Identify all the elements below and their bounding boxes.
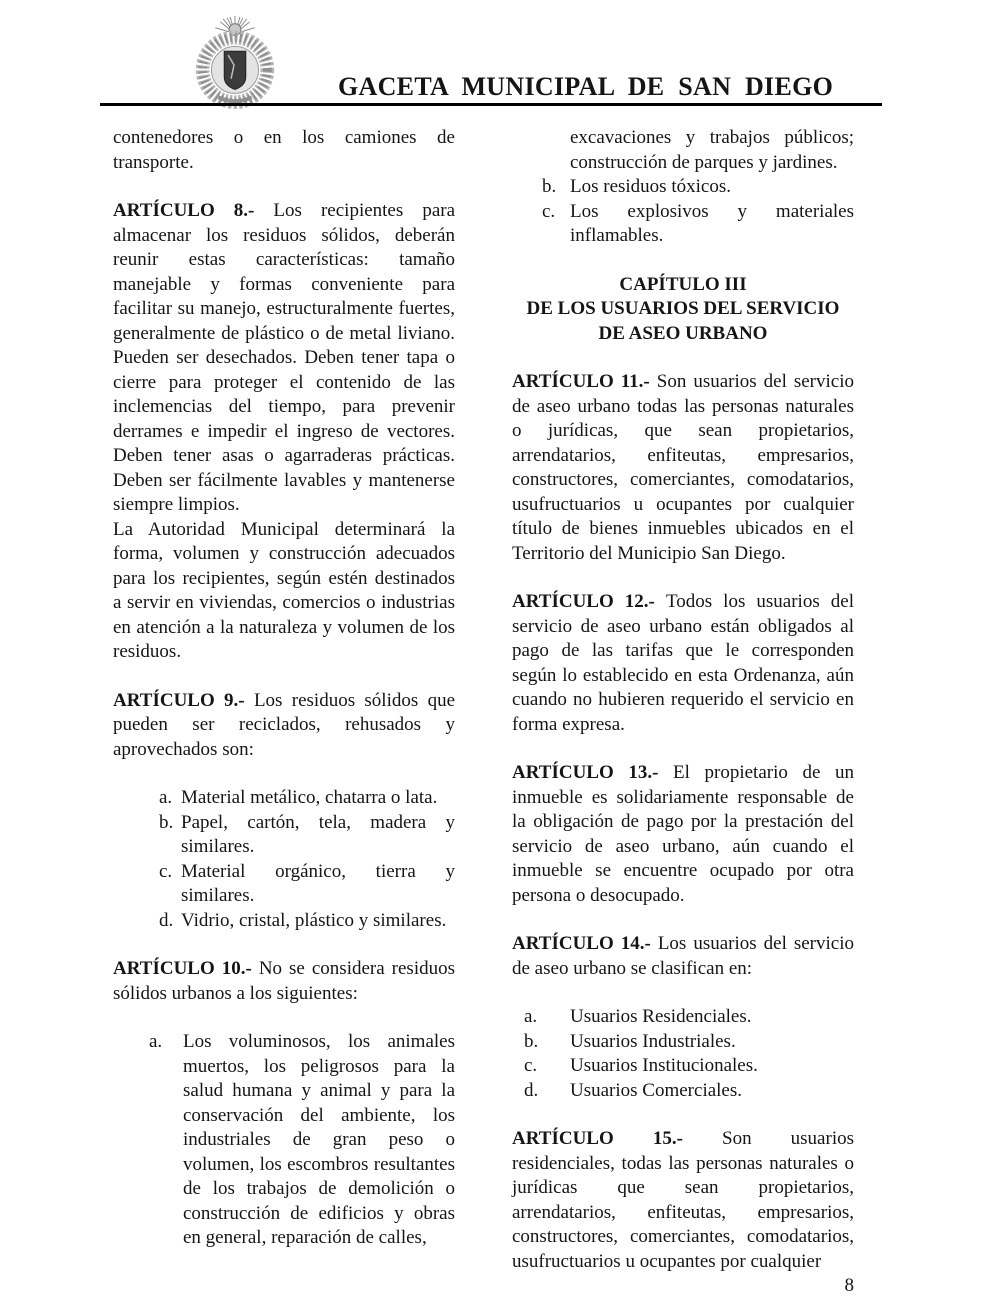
- list-item: [524, 1005, 854, 1030]
- document-body: [113, 126, 854, 1299]
- list-marker: b.: [159, 811, 174, 833]
- list-item: [524, 1030, 854, 1055]
- list-item-text: Los voluminosos, los animales muertos, los peligrosos para la salud humana y animal y para la conservación del ambiente, los industriales de gran peso o volumen, los escombros resultantes de los trabajos de demolición o construcción de edificios y obras en general, reparación de calles,: [183, 1031, 455, 1248]
- left-column: [113, 126, 455, 1299]
- list-marker: c.: [542, 200, 556, 222]
- list-item: [524, 1054, 854, 1079]
- paragraph-continuation: contenedores o en los camiones de transporte.: [113, 127, 455, 173]
- articulo-10: ARTÍCULO 10.- No se considera residuos sólidos urbanos a los siguientes:: [113, 958, 455, 1004]
- list-item-text: Usuarios Industriales.: [570, 1030, 736, 1052]
- list-item-text: Papel, cartón, tela, madera y similares.: [181, 811, 455, 857]
- articulo-9-list: [113, 786, 455, 933]
- list-marker: d.: [159, 909, 174, 931]
- list-item-text: Usuarios Residenciales.: [570, 1006, 752, 1027]
- list-item-text: Material orgánico, tierra y similares.: [181, 860, 455, 906]
- list-item-text: Los residuos tóxicos.: [570, 176, 731, 197]
- articulo-9: ARTÍCULO 9.- Los residuos sólidos que pueden ser reciclados, rehusados y aprovechados son:: [113, 689, 456, 760]
- article-label: ARTÍCULO 10.-: [113, 958, 259, 979]
- list-item-text: excavaciones y trabajos públicos; construcción de parques y jardines.: [570, 127, 854, 173]
- list-item-text: Material metálico, chatarra o lata.: [181, 787, 438, 808]
- list-item: [542, 175, 854, 200]
- municipal-seal-icon: [186, 14, 284, 112]
- list-marker: a.: [524, 1006, 538, 1027]
- list-item: [159, 786, 455, 811]
- article-label: ARTÍCULO 13.-: [512, 762, 674, 783]
- chapter-heading-line: CAPÍTULO III: [619, 273, 747, 295]
- list-marker: b.: [524, 1030, 539, 1052]
- page-title: GACETA MUNICIPAL DE SAN DIEGO: [338, 72, 834, 101]
- articulo-11: ARTÍCULO 11.- Son usuarios del servicio de aseo urbano todas las personas naturales o jurídicas, que sean propietarios, arrendatarios, enfiteutas, empresarios, constructores, comerciantes, comodatarios, usufructuarios u ocupantes por cualquier título de bienes inmuebles ubicados en el Territorio del Municipio San Diego.: [512, 371, 854, 564]
- list-marker: a.: [149, 1031, 163, 1052]
- capitulo-iii-heading: [512, 273, 854, 347]
- list-item-text: Usuarios Institucionales.: [570, 1055, 758, 1076]
- article-label: ARTÍCULO 12.-: [512, 591, 666, 612]
- list-item: [149, 1030, 455, 1251]
- right-column: [512, 126, 854, 1299]
- list-marker: c.: [524, 1055, 538, 1076]
- list-marker: c.: [159, 860, 173, 882]
- chapter-heading-line: DE ASEO URBANO: [598, 322, 768, 344]
- articulo-12: ARTÍCULO 12.- Todos los usuarios del servicio de aseo urbano están obligados al pago de las tarifas que le corresponden según lo establecido en esta Ordenanza, aún cuando no hubieren requerido el servicio en forma expresa.: [512, 591, 855, 735]
- articulo-8-continuacion: La Autoridad Municipal determinará la forma, volumen y construcción adecuados para los recipientes, según estén destinados a servir en viviendas, comercios o industrias en atención a la naturaleza y volumen de los residuos.: [113, 518, 455, 662]
- list-item-text: Usuarios Comerciales.: [570, 1079, 743, 1101]
- article-label: ARTÍCULO 9.-: [113, 689, 254, 711]
- chapter-heading-line: DE LOS USUARIOS DEL SERVICIO: [526, 298, 840, 319]
- list-item: [542, 126, 854, 175]
- articulo-10-list: [113, 1030, 455, 1251]
- articulo-13: ARTÍCULO 13.- El propietario de un inmueble es solidariamente responsable de la obligación de pago por la prestación del servicio de aseo urbano, aún cuando el inmueble se encuentre ocupado por otra persona o desocupado.: [512, 762, 854, 906]
- articulo-14-list: [512, 1005, 854, 1103]
- list-item: [542, 200, 854, 249]
- article-label: ARTÍCULO 15.-: [512, 1128, 722, 1149]
- article-label: ARTÍCULO 8.-: [113, 200, 274, 221]
- articulo-10-list-continuacion: [512, 126, 854, 249]
- article-label: ARTÍCULO 14.-: [512, 933, 658, 954]
- list-item: [159, 860, 455, 909]
- list-marker: [542, 126, 570, 175]
- articulo-14: ARTÍCULO 14.- Los usuarios del servicio de aseo urbano se clasifican en:: [512, 933, 854, 979]
- list-marker: d.: [524, 1079, 539, 1101]
- list-item: [524, 1079, 854, 1104]
- page-number: 8: [844, 1275, 854, 1296]
- header-rule: [100, 103, 882, 106]
- list-item: [159, 811, 455, 860]
- articulo-8: ARTÍCULO 8.- Los recipientes para almacenar los residuos sólidos, deberán reunir estas características: tamaño manejable y formas conveniente para facilitar su manejo, estructuralmente fuertes, generalmente de plástico o de metal liviano. Pueden ser desechados. Deben tener tapa o cierre para proteger el contenido de las inclemencias del tiempo, para prevenir derrames e impedir el ingreso de vectores. Deben tener asas o agarraderas prácticas. Deben ser fácilmente lavables y mantenerse siempre limpios.: [113, 200, 456, 515]
- list-item-text: Los explosivos y materiales inflamables.: [570, 200, 854, 246]
- list-marker: a.: [159, 787, 173, 808]
- list-item-text: Vidrio, cristal, plástico y similares.: [181, 909, 447, 931]
- articulo-15: ARTÍCULO 15.- Son usuarios residenciales, todas las personas naturales o jurídicas que sean propietarios, arrendatarios, enfiteutas, empresarios, constructores, comerciantes, comodatarios, usufructuarios u ocupantes por cualquier: [512, 1128, 854, 1272]
- list-item: [159, 909, 455, 934]
- article-label: ARTÍCULO 11.-: [512, 371, 657, 392]
- list-marker: b.: [542, 176, 557, 197]
